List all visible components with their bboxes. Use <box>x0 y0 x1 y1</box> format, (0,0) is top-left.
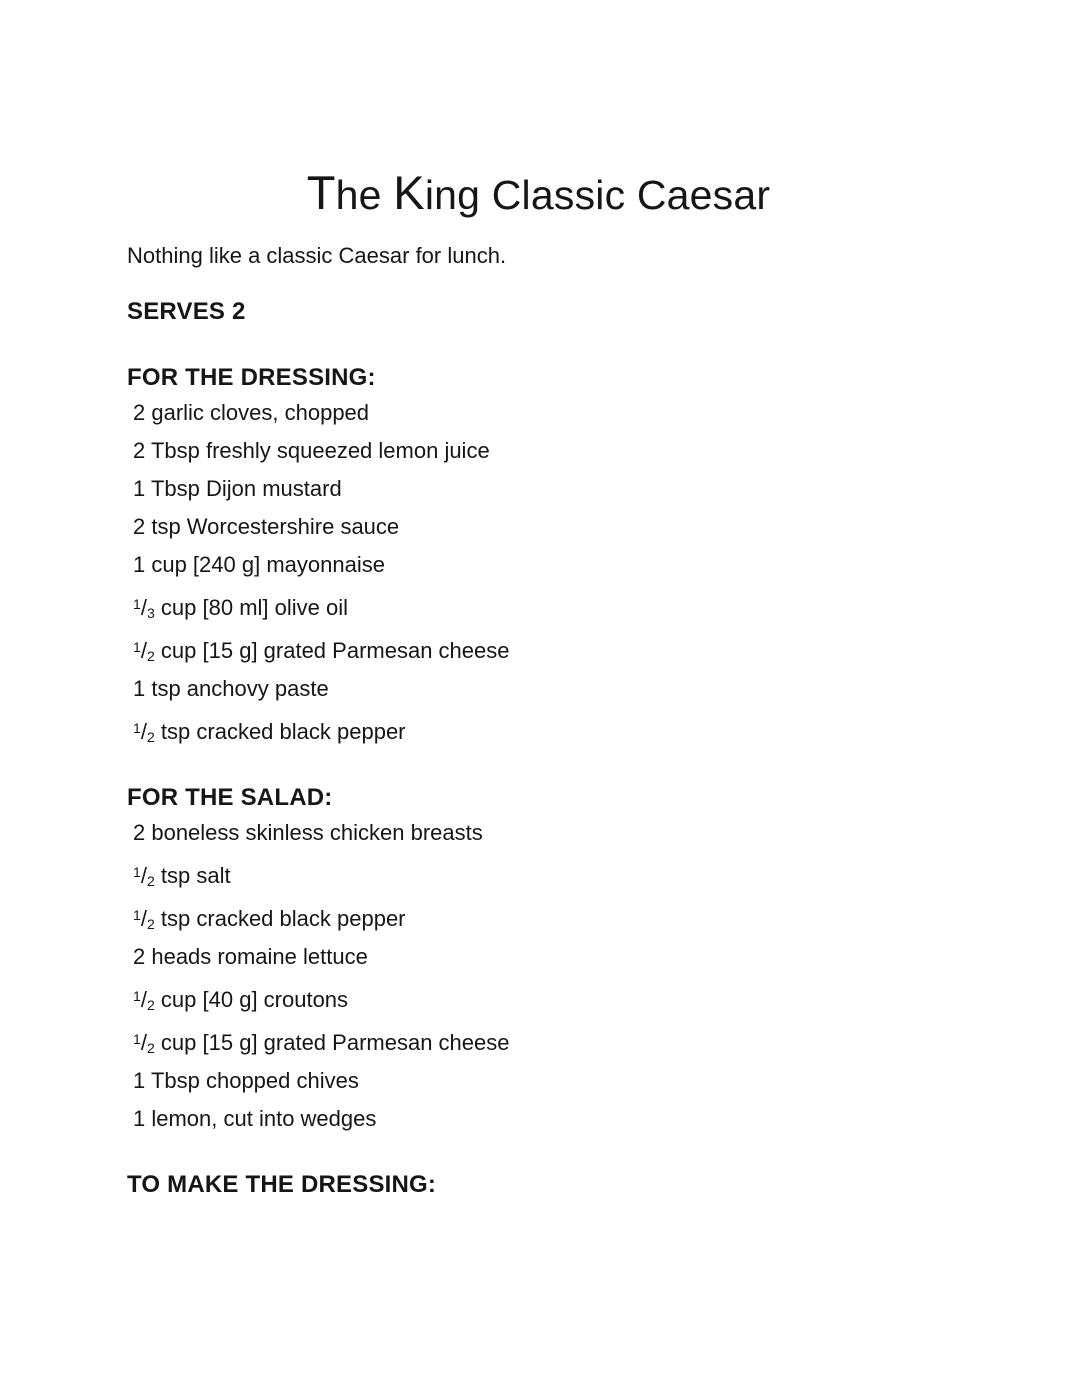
section-heading: FOR THE DRESSING: <box>127 364 376 391</box>
fraction: $^1/_2$ <box>133 906 155 933</box>
ingredient-line: $^1/_2$ tsp cracked black pepper <box>133 906 406 933</box>
ingredient-line: 1 Tbsp Dijon mustard <box>133 476 342 501</box>
ingredient-line: 2 boneless skinless chicken breasts <box>133 820 483 845</box>
title-text: ing Classic Caesar <box>424 172 771 218</box>
ingredient-line: 1 tsp anchovy paste <box>133 676 329 701</box>
ingredient-line: 2 garlic cloves, chopped <box>133 400 370 425</box>
ingredient-line: 1 lemon, cut into wedges <box>133 1106 377 1131</box>
fraction: $^1/_2$ <box>133 1030 155 1057</box>
ingredient-line: 2 heads romaine lettuce <box>133 944 368 969</box>
fraction: $^1/_2$ <box>133 719 155 746</box>
ingredient-line: $^1/_2$ tsp salt <box>133 863 231 890</box>
section-heading: TO MAKE THE DRESSING: <box>127 1171 437 1198</box>
ingredient-line: 1 Tbsp chopped chives <box>133 1068 359 1093</box>
ingredient-line: $^1/_2$ cup [15 g] grated Parmesan cheese <box>133 638 510 665</box>
fraction: $^1/_3$ <box>133 595 155 622</box>
ingredient-line: 1 cup [240 g] mayonnaise <box>133 552 385 577</box>
section-heading: FOR THE SALAD: <box>127 784 333 811</box>
recipe-sections <box>0 365 1077 1197</box>
fraction: $^1/_2$ <box>133 863 155 890</box>
title-large-letter: K <box>393 166 425 219</box>
recipe-tagline: Nothing like a classic Caesar for lunch. <box>127 243 507 268</box>
ingredient-line: $^1/_2$ tsp cracked black pepper <box>133 719 406 746</box>
ingredient-line: $^1/_2$ cup [40 g] croutons <box>133 987 349 1014</box>
ingredient-line: $^1/_2$ cup [15 g] grated Parmesan cheese <box>133 1030 510 1057</box>
title-text: he <box>335 172 394 218</box>
ingredient-line: $^1/_3$ cup [80 ml] olive oil <box>133 595 349 622</box>
title-large-letter: T <box>306 166 336 219</box>
fraction: $^1/_2$ <box>133 638 155 665</box>
ingredient-line: 2 tsp Worcestershire sauce <box>133 514 400 539</box>
recipe-title <box>0 166 1077 219</box>
fraction: $^1/_2$ <box>133 987 155 1014</box>
ingredient-line: 2 Tbsp freshly squeezed lemon juice <box>133 438 490 463</box>
serves-heading: SERVES 2 <box>127 298 246 325</box>
